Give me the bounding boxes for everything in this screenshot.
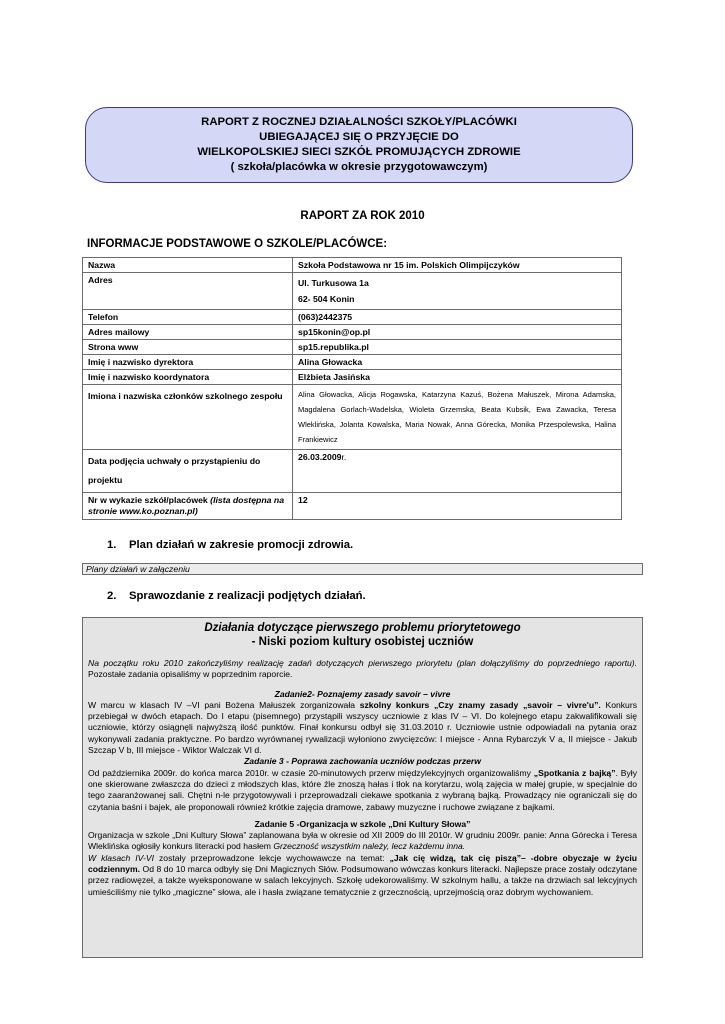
- school-info-table: [82, 257, 622, 520]
- coordinator-label: Imię i nazwisko koordynatora: [83, 370, 293, 385]
- task5-text-a: Organizacja w szkole „Dni Kultury Słowa” zaplanowana była w okresie od XII 2009 do III 2010r. W grudniu 2009r. panie: Anna Górecka i Teresa Wleklińska ogłosiły konkurs literacki pod hasłem: [88, 830, 637, 852]
- header-line-3: WIELKOPOLSKIEJ SIECI SZKÓŁ PROMUJĄCYCH ZDROWIE: [197, 146, 521, 158]
- phone-label: Telefon: [83, 310, 293, 325]
- name-value: Szkoła Podstawowa nr 15 im. Polskich Olimpijczyków: [293, 258, 622, 273]
- section-1-heading: [107, 539, 353, 551]
- section-2-heading: [107, 590, 366, 602]
- task3-text: [88, 768, 637, 813]
- task5-text: [88, 830, 637, 898]
- task2-text-b: Konkurs przebiegał w dwóch etapach. Do I etapu (pisemnego) przystąpili wszyscy uczniowie z klas IV – VI. Do kolejnego etapu zakwalifikowali się uczniowie, którzy osiągnęli najwyższą ilość punktów. Finał konkursu odbył się 31.03.2010 r. Uczniowie ustnie odpowiadali na pytania oraz wykonywali zadania praktyczne. Po bardzo wyrównanej rywalizacji wyłoniono zwycięzców: I miejsce - Anna Rybarczyk V a, II miejsce - Jakub Szczap V b, III miejsce - Wiktor Walczak VI d.: [88, 699, 637, 756]
- table-row: [83, 493, 622, 520]
- box-title-1: Działania dotyczące pierwszego problemu priorytetowego: [204, 622, 521, 634]
- task5-text-italic-2: W klasach IV-VI: [88, 852, 155, 863]
- table-row: [83, 310, 622, 325]
- section-2-title: Sprawozdanie z realizacji podjętych działań.: [129, 590, 366, 602]
- section-1-number: 1.: [107, 539, 117, 551]
- table-row: [83, 385, 622, 450]
- box-title-2: - Niski poziom kultury osobistej uczniów: [251, 636, 474, 648]
- table-row: [83, 325, 622, 340]
- director-label: Imię i nazwisko dyrektora: [83, 355, 293, 370]
- section-2-number: 2.: [107, 590, 117, 602]
- table-row: [83, 370, 622, 385]
- www-value: sp15.republika.pl: [293, 340, 622, 355]
- resolution-label: Data podjęcia uchwały o przystąpieniu do projektu: [83, 450, 293, 493]
- members-value: Alina Głowacka, Alicja Rogawska, Katarzyna Kazuś, Bożena Małuszek, Mirona Adamska, Magdalena Gorlach-Wadelska, Wioleta Grzemska, Beata Kubsik, Ewa Zawacka, Teresa Wleklińska, Jolanta Kowalska, Maria Nowak, Anna Górecka, Monika Przespolewska, Halina Frankiewicz: [293, 385, 622, 450]
- table-row: [83, 258, 622, 273]
- report-header-box: [85, 107, 633, 183]
- resolution-value: [293, 450, 622, 493]
- task5-text-italic-1: Grzeczność wszystkim należy, lecz każdemu inna.: [273, 841, 466, 852]
- address-line-1: Ul. Turkusowa 1a: [298, 278, 369, 288]
- table-row: [83, 340, 622, 355]
- table-row: [83, 450, 622, 493]
- table-row: [83, 355, 622, 370]
- intro-italic: Na początku roku 2010 zakończyliśmy realizację zadań dotyczących pierwszego priorytetu (plan dołączyliśmy do poprzedniego raportu).: [88, 658, 637, 668]
- task5-title: Zadanie 5 -Organizacja w szkole „Dni Kultury Słowa”: [254, 818, 471, 829]
- director-value: Alina Głowacka: [293, 355, 622, 370]
- info-section-title: INFORMACJE PODSTAWOWE O SZKOLE/PLACÓWCE:: [87, 238, 388, 250]
- plan-note: Plany działań w załączeniu: [82, 563, 643, 575]
- task3-title: Zadanie 3 - Poprawa zachowania uczniów podczas przerw: [244, 756, 481, 767]
- members-label: Imiona i nazwiska członków szkolnego zespołu: [83, 385, 293, 450]
- task2-text-bold: szkolny konkurs „Czy znamy zasady „savoir – vivre'u”.: [359, 699, 601, 710]
- box-intro: [88, 658, 637, 681]
- address-value: [293, 273, 622, 310]
- task5-text-b: zostały przeprowadzone lekcje wychowawcze na temat:: [154, 852, 390, 863]
- phone-value: (063)2442375: [293, 310, 622, 325]
- www-label: Strona www: [83, 340, 293, 355]
- task2-text-a: W marcu w klasach IV –VI pani Bożena Małuszek zorganizowała: [88, 699, 360, 710]
- list-label: [83, 493, 293, 520]
- report-year: RAPORT ZA ROK 2010: [300, 210, 425, 222]
- list-label-note: (lista dostępna na stronie www.ko.poznan.pl): [88, 495, 285, 516]
- header-line-1: RAPORT Z ROCZNEJ DZIAŁALNOŚCI SZKOŁY/PLACÓWKI: [201, 116, 517, 128]
- header-line-4: ( szkoła/placówka w okresie przygotowawczym): [230, 161, 488, 173]
- coordinator-value: Elżbieta Jasińska: [293, 370, 622, 385]
- resolution-date: 26.03.2009: [298, 452, 342, 462]
- task5-text-c: Od 8 do 10 marca odbyły się Dni Magicznych Słów. Podsumowano wówczas konkurs literacki. Najlepsze prace zostały odczytane przez radiowęzeł, a także wyeksponowane w salach lekcyjnych. Szkołę udekorowaliśmy. W szkolnym hallu, a także na drzwiach sal lekcyjnych umieściliśmy nie tylko „magiczne” słowa, ale i hasła związane tematycznie z grzecznością, uprzejmością oraz dobrym wychowaniem.: [88, 864, 637, 897]
- address-line-2: 62- 504 Konin: [298, 294, 355, 304]
- task5-text-bold: „Jak cię widzą, tak cię piszą”– -dobre obyczaje w życiu codziennym.: [88, 852, 637, 875]
- header-line-2: UBIEGAJĄCEJ SIĘ O PRZYJĘCIE DO: [259, 131, 459, 143]
- name-label: Nazwa: [83, 258, 293, 273]
- address-label: Adres: [83, 273, 293, 310]
- task3-text-a: Od października 2009r. do końca marca 2010r. w czasie 20-minutowych przerw międzylekcyjnych organizowaliśmy: [88, 767, 534, 778]
- intro-plain: Pozostałe zadania opisaliśmy w poprzednim raporcie.: [88, 669, 293, 680]
- section-1-title: Plan działań w zakresie promocji zdrowia.: [129, 539, 354, 551]
- list-value: 12: [293, 493, 622, 520]
- email-value: sp15konin@op.pl: [293, 325, 622, 340]
- task2-title: Zadanie2- Poznajemy zasady savoir – vivre: [274, 688, 451, 699]
- task3-text-bold: „Spotkania z bajką”: [533, 767, 616, 778]
- email-label: Adres mailowy: [83, 325, 293, 340]
- task3-text-b: . Były one skierowane zwłaszcza do dzieci z młodszych klas, które źle znoszą hałas i tłok na korytarzu, wolą zajęcia w małej grupie, w specjalnie do tego zaaranżowanej sali. Chętni n-le przygotowywali i przeprowadzali ciekawe spotkania z wybraną bajką. Prowadzący nie ograniczali się do czytania baśni i bajek, ale proponowali również krótkie zajęcia dramowe, zabawy muzyczne i ruchowe związane z bajkami.: [88, 767, 637, 812]
- report-content-box: [82, 617, 643, 958]
- table-row: [83, 273, 622, 310]
- resolution-suffix: r.: [341, 452, 347, 462]
- task2-text: [88, 700, 637, 756]
- list-label-text: Nr w wykazie szkół/placówek: [88, 495, 211, 505]
